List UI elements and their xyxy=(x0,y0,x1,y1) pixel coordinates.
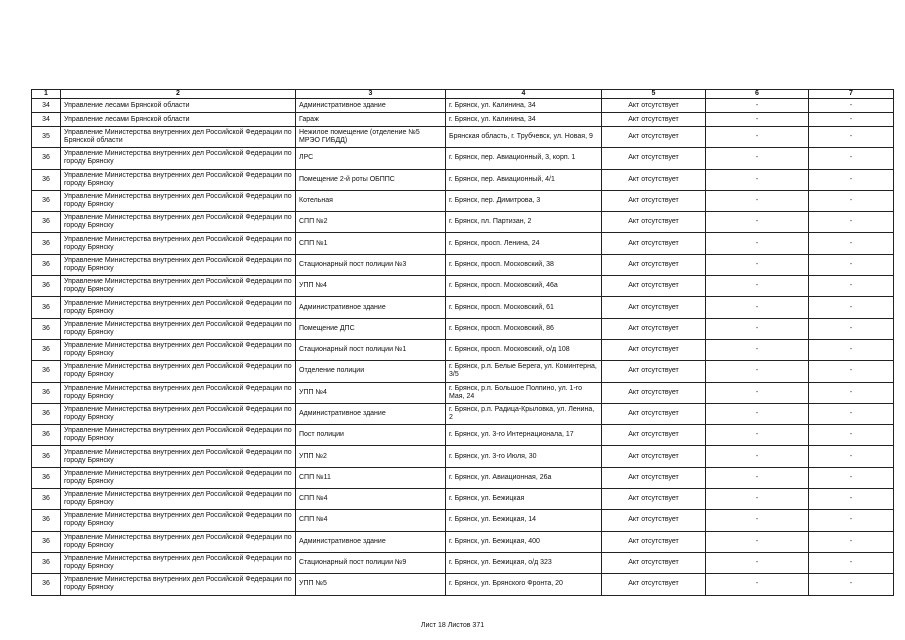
table-row xyxy=(32,113,894,127)
address-cell: г. Брянск, р.п. Большое Полпино, ул. 1-го Мая, 24 xyxy=(446,382,602,403)
column-6-cell: - xyxy=(706,403,809,424)
table-row xyxy=(32,339,894,360)
row-number: 36 xyxy=(32,552,61,573)
object-cell: ЛРС xyxy=(296,148,446,169)
column-6-cell: - xyxy=(706,233,809,254)
act-status-cell: Акт отсутствует xyxy=(602,425,706,446)
table-row xyxy=(32,254,894,275)
object-cell: СПП №11 xyxy=(296,467,446,488)
column-7-cell: - xyxy=(809,489,894,510)
act-status-cell: Акт отсутствует xyxy=(602,99,706,113)
act-status-cell: Акт отсутствует xyxy=(602,276,706,297)
row-number: 36 xyxy=(32,212,61,233)
address-cell: г. Брянск, ул. Бежицкая, 14 xyxy=(446,510,602,531)
address-cell: г. Брянск, ул. 3-го Июля, 30 xyxy=(446,446,602,467)
column-7-cell: - xyxy=(809,113,894,127)
organization-cell: Управление Министерства внутренних дел Российской Федерации по городу Брянску xyxy=(61,190,296,211)
column-7-cell: - xyxy=(809,169,894,190)
column-7-cell: - xyxy=(809,297,894,318)
row-number: 36 xyxy=(32,254,61,275)
object-cell: СПП №4 xyxy=(296,510,446,531)
address-cell: г. Брянск, просп. Московский, о/д 108 xyxy=(446,339,602,360)
organization-cell: Управление Министерства внутренних дел Российской Федерации по городу Брянску xyxy=(61,254,296,275)
act-status-cell: Акт отсутствует xyxy=(602,361,706,382)
organization-cell: Управление Министерства внутренних дел Российской Федерации по городу Брянску xyxy=(61,510,296,531)
column-6-cell: - xyxy=(706,169,809,190)
column-6-cell: - xyxy=(706,574,809,595)
object-cell: Стационарный пост полиции №3 xyxy=(296,254,446,275)
organization-cell: Управление Министерства внутренних дел Российской Федерации по городу Брянску xyxy=(61,297,296,318)
table-row xyxy=(32,148,894,169)
object-cell: УПП №5 xyxy=(296,574,446,595)
column-6-cell: - xyxy=(706,113,809,127)
column-header: 2 xyxy=(61,90,296,99)
organization-cell: Управление лесами Брянской области xyxy=(61,113,296,127)
organization-cell: Управление Министерства внутренних дел Российской Федерации по городу Брянску xyxy=(61,169,296,190)
column-7-cell: - xyxy=(809,148,894,169)
act-status-cell: Акт отсутствует xyxy=(602,127,706,148)
address-cell: г. Брянск, ул. Авиационная, 26а xyxy=(446,467,602,488)
header-row xyxy=(32,90,894,99)
act-status-cell: Акт отсутствует xyxy=(602,403,706,424)
column-7-cell: - xyxy=(809,339,894,360)
table-row xyxy=(32,297,894,318)
address-cell: г. Брянск, просп. Ленина, 24 xyxy=(446,233,602,254)
column-7-cell: - xyxy=(809,382,894,403)
column-header: 6 xyxy=(706,90,809,99)
column-7-cell: - xyxy=(809,254,894,275)
column-6-cell: - xyxy=(706,339,809,360)
act-status-cell: Акт отсутствует xyxy=(602,339,706,360)
address-cell: г. Брянск, р.п. Белые Берега, ул. Коминтерна, 3/5 xyxy=(446,361,602,382)
act-status-cell: Акт отсутствует xyxy=(602,510,706,531)
organization-cell: Управление Министерства внутренних дел Российской Федерации по городу Брянску xyxy=(61,339,296,360)
column-7-cell: - xyxy=(809,403,894,424)
table-row xyxy=(32,212,894,233)
row-number: 35 xyxy=(32,127,61,148)
column-6-cell: - xyxy=(706,446,809,467)
column-7-cell: - xyxy=(809,552,894,573)
row-number: 36 xyxy=(32,382,61,403)
address-cell: г. Брянск, р.п. Радица-Крыловка, ул. Ленина, 2 xyxy=(446,403,602,424)
column-header: 4 xyxy=(446,90,602,99)
column-7-cell: - xyxy=(809,99,894,113)
organization-cell: Управление Министерства внутренних дел Российской Федерации по городу Брянску xyxy=(61,212,296,233)
organization-cell: Управление Министерства внутренних дел Российской Федерации по городу Брянску xyxy=(61,318,296,339)
row-number: 36 xyxy=(32,489,61,510)
act-status-cell: Акт отсутствует xyxy=(602,318,706,339)
organization-cell: Управление Министерства внутренних дел Российской Федерации по городу Брянску xyxy=(61,531,296,552)
object-cell: Стационарный пост полиции №1 xyxy=(296,339,446,360)
act-status-cell: Акт отсутствует xyxy=(602,113,706,127)
table-row xyxy=(32,510,894,531)
act-status-cell: Акт отсутствует xyxy=(602,574,706,595)
column-header: 5 xyxy=(602,90,706,99)
row-number: 36 xyxy=(32,361,61,382)
table-row xyxy=(32,467,894,488)
act-status-cell: Акт отсутствует xyxy=(602,190,706,211)
address-cell: г. Брянск, пл. Партизан, 2 xyxy=(446,212,602,233)
column-6-cell: - xyxy=(706,489,809,510)
table-row xyxy=(32,361,894,382)
address-cell: г. Брянск, просп. Московский, 86 xyxy=(446,318,602,339)
column-7-cell: - xyxy=(809,361,894,382)
object-cell: Стационарный пост полиции №9 xyxy=(296,552,446,573)
column-7-cell: - xyxy=(809,574,894,595)
address-cell: г. Брянск, ул. Калинина, 34 xyxy=(446,99,602,113)
column-header: 3 xyxy=(296,90,446,99)
address-cell: г. Брянск, ул. Брянского Фронта, 20 xyxy=(446,574,602,595)
row-number: 36 xyxy=(32,169,61,190)
table-row xyxy=(32,552,894,573)
object-cell: Пост полиции xyxy=(296,425,446,446)
row-number: 36 xyxy=(32,318,61,339)
column-6-cell: - xyxy=(706,148,809,169)
table-row xyxy=(32,127,894,148)
act-status-cell: Акт отсутствует xyxy=(602,212,706,233)
act-status-cell: Акт отсутствует xyxy=(602,489,706,510)
object-cell: СПП №1 xyxy=(296,233,446,254)
organization-cell: Управление Министерства внутренних дел Российской Федерации по городу Брянску xyxy=(61,361,296,382)
organization-cell: Управление Министерства внутренних дел Российской Федерации по городу Брянску xyxy=(61,552,296,573)
column-6-cell: - xyxy=(706,552,809,573)
column-7-cell: - xyxy=(809,425,894,446)
object-cell: Котельная xyxy=(296,190,446,211)
row-number: 36 xyxy=(32,425,61,446)
column-header: 1 xyxy=(32,90,61,99)
organization-cell: Управление Министерства внутренних дел Российской Федерации по городу Брянску xyxy=(61,425,296,446)
column-6-cell: - xyxy=(706,318,809,339)
act-status-cell: Акт отсутствует xyxy=(602,148,706,169)
column-7-cell: - xyxy=(809,127,894,148)
column-6-cell: - xyxy=(706,212,809,233)
property-table xyxy=(31,89,894,596)
table-row xyxy=(32,276,894,297)
organization-cell: Управление лесами Брянской области xyxy=(61,99,296,113)
organization-cell: Управление Министерства внутренних дел Российской Федерации по городу Брянску xyxy=(61,446,296,467)
column-7-cell: - xyxy=(809,190,894,211)
page-footer: Лист 18 Листов 371 xyxy=(420,622,485,629)
address-cell: Брянская область, г. Трубчевск, ул. Новая, 9 xyxy=(446,127,602,148)
column-7-cell: - xyxy=(809,467,894,488)
table-row xyxy=(32,403,894,424)
row-number: 34 xyxy=(32,113,61,127)
row-number: 36 xyxy=(32,467,61,488)
organization-cell: Управление Министерства внутренних дел Российской Федерации по городу Брянску xyxy=(61,574,296,595)
column-header: 7 xyxy=(809,90,894,99)
column-7-cell: - xyxy=(809,318,894,339)
column-6-cell: - xyxy=(706,190,809,211)
act-status-cell: Акт отсутствует xyxy=(602,169,706,190)
column-6-cell: - xyxy=(706,382,809,403)
column-7-cell: - xyxy=(809,233,894,254)
address-cell: г. Брянск, просп. Московский, 61 xyxy=(446,297,602,318)
object-cell: Отделение полиции xyxy=(296,361,446,382)
column-7-cell: - xyxy=(809,510,894,531)
organization-cell: Управление Министерства внутренних дел Российской Федерации по городу Брянску xyxy=(61,489,296,510)
organization-cell: Управление Министерства внутренних дел Российской Федерации по городу Брянску xyxy=(61,276,296,297)
address-cell: г. Брянск, ул. Калинина, 34 xyxy=(446,113,602,127)
act-status-cell: Акт отсутствует xyxy=(602,467,706,488)
row-number: 36 xyxy=(32,297,61,318)
address-cell: г. Брянск, ул. 3-го Интернационала, 17 xyxy=(446,425,602,446)
document-sheet xyxy=(31,89,893,596)
row-number: 36 xyxy=(32,276,61,297)
address-cell: г. Брянск, ул. Бежицкая xyxy=(446,489,602,510)
address-cell: г. Брянск, ул. Бежицкая, о/д 323 xyxy=(446,552,602,573)
organization-cell: Управление Министерства внутренних дел Российской Федерации по Брянской области xyxy=(61,127,296,148)
column-6-cell: - xyxy=(706,425,809,446)
object-cell: УПП №2 xyxy=(296,446,446,467)
column-6-cell: - xyxy=(706,127,809,148)
column-6-cell: - xyxy=(706,99,809,113)
column-7-cell: - xyxy=(809,276,894,297)
row-number: 36 xyxy=(32,574,61,595)
table-row xyxy=(32,233,894,254)
row-number: 34 xyxy=(32,99,61,113)
row-number: 36 xyxy=(32,190,61,211)
table-row xyxy=(32,574,894,595)
organization-cell: Управление Министерства внутренних дел Российской Федерации по городу Брянску xyxy=(61,382,296,403)
table-row xyxy=(32,425,894,446)
column-7-cell: - xyxy=(809,446,894,467)
row-number: 36 xyxy=(32,403,61,424)
address-cell: г. Брянск, пер. Авиационный, 4/1 xyxy=(446,169,602,190)
act-status-cell: Акт отсутствует xyxy=(602,446,706,467)
organization-cell: Управление Министерства внутренних дел Российской Федерации по городу Брянску xyxy=(61,148,296,169)
column-6-cell: - xyxy=(706,297,809,318)
object-cell: Административное здание xyxy=(296,99,446,113)
table-row xyxy=(32,169,894,190)
object-cell: Административное здание xyxy=(296,403,446,424)
column-6-cell: - xyxy=(706,510,809,531)
address-cell: г. Брянск, пер. Авиационный, 3, корп. 1 xyxy=(446,148,602,169)
row-number: 36 xyxy=(32,510,61,531)
column-6-cell: - xyxy=(706,531,809,552)
row-number: 36 xyxy=(32,148,61,169)
object-cell: Административное здание xyxy=(296,531,446,552)
object-cell: СПП №2 xyxy=(296,212,446,233)
act-status-cell: Акт отсутствует xyxy=(602,254,706,275)
table-row xyxy=(32,446,894,467)
act-status-cell: Акт отсутствует xyxy=(602,233,706,254)
column-6-cell: - xyxy=(706,254,809,275)
table-row xyxy=(32,99,894,113)
table-row xyxy=(32,190,894,211)
object-cell: Гараж xyxy=(296,113,446,127)
object-cell: УПП №4 xyxy=(296,382,446,403)
act-status-cell: Акт отсутствует xyxy=(602,297,706,318)
table-row xyxy=(32,318,894,339)
act-status-cell: Акт отсутствует xyxy=(602,382,706,403)
column-6-cell: - xyxy=(706,276,809,297)
row-number: 36 xyxy=(32,339,61,360)
table-row xyxy=(32,382,894,403)
act-status-cell: Акт отсутствует xyxy=(602,552,706,573)
object-cell: Помещение ДПС xyxy=(296,318,446,339)
column-7-cell: - xyxy=(809,212,894,233)
object-cell: Помещение 2-й роты ОБППС xyxy=(296,169,446,190)
row-number: 36 xyxy=(32,233,61,254)
act-status-cell: Акт отсутствует xyxy=(602,531,706,552)
table-row xyxy=(32,531,894,552)
address-cell: г. Брянск, пер. Димитрова, 3 xyxy=(446,190,602,211)
address-cell: г. Брянск, просп. Московский, 38 xyxy=(446,254,602,275)
row-number: 36 xyxy=(32,446,61,467)
column-6-cell: - xyxy=(706,361,809,382)
address-cell: г. Брянск, просп. Московский, 46а xyxy=(446,276,602,297)
row-number: 36 xyxy=(32,531,61,552)
object-cell: УПП №4 xyxy=(296,276,446,297)
organization-cell: Управление Министерства внутренних дел Российской Федерации по городу Брянску xyxy=(61,233,296,254)
object-cell: Административное здание xyxy=(296,297,446,318)
object-cell: Нежилое помещение (отделение №5 МРЭО ГИБДД) xyxy=(296,127,446,148)
column-6-cell: - xyxy=(706,467,809,488)
object-cell: СПП №4 xyxy=(296,489,446,510)
organization-cell: Управление Министерства внутренних дел Российской Федерации по городу Брянску xyxy=(61,403,296,424)
address-cell: г. Брянск, ул. Бежицкая, 400 xyxy=(446,531,602,552)
column-7-cell: - xyxy=(809,531,894,552)
table-row xyxy=(32,489,894,510)
organization-cell: Управление Министерства внутренних дел Российской Федерации по городу Брянску xyxy=(61,467,296,488)
